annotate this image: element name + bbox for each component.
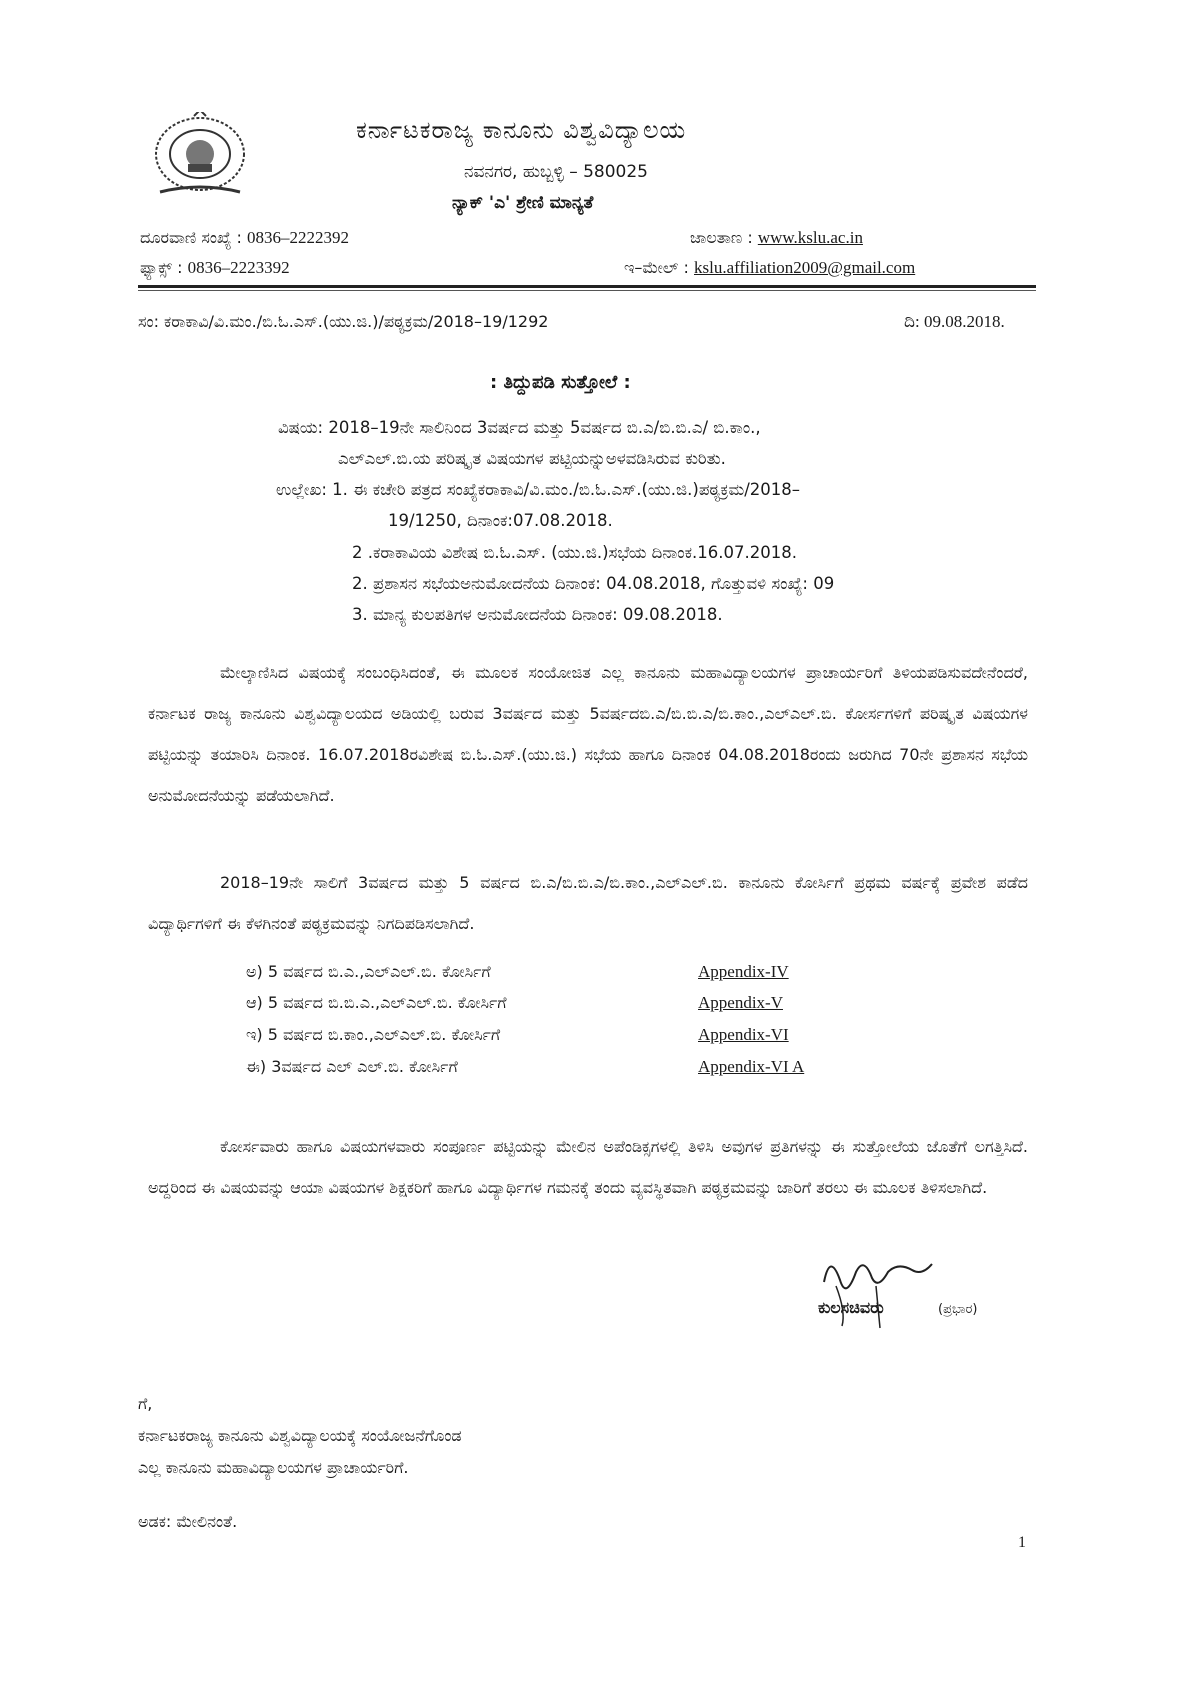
enclosure-note: ಅಡಕ: ಮೇಲಿನಂತೆ. <box>138 1512 238 1531</box>
page-number: 1 <box>1018 1534 1026 1551</box>
fax-number: 0836–2223392 <box>187 258 290 277</box>
body-paragraph-3 <box>148 1126 1028 1208</box>
appendix-item-3-label: ಇ) 5 ವರ್ಷದ ಬಿ.ಕಾಂ.,ಎಲ್ಎಲ್.ಬಿ. ಕೋರ್ಸಿಗೆ <box>246 1025 501 1044</box>
website-label: ಜಾಲತಾಣ : <box>690 228 753 247</box>
paragraph-2-text: 2018–19ನೇ ಸಾಲಿಗೆ 3ವರ್ಷದ ಮತ್ತು 5 ವರ್ಷದ ಬಿ.ಎ/ಬಿ.ಬಿ.ಎ/ಬಿ.ಕಾಂ.,ಎಲ್ಎಲ್.ಬಿ. ಕಾನೂನು ಕೋರ್ಸಿಗೆ ಪ್ರಥಮ ವರ್ಷಕ್ಕೆ ಪ್ರವೇಶ ಪಡೆದ ವಿದ್ಯಾರ್ಥಿಗಳಿಗೆ ಈ ಕೆಳಗಿನಂತೆ ಪಠ್ಯಕ್ರಮವನ್ನು ನಿಗದಿಪಡಿಸಲಾಗಿದೆ. <box>148 873 1028 933</box>
body-paragraph-1 <box>148 652 1028 816</box>
email-line <box>624 258 915 278</box>
letter-date: ದಿ: 09.08.2018. <box>904 312 1005 331</box>
signatory-title: ಕುಲಸಚಿವರು <box>818 1298 884 1317</box>
header-divider-thin <box>138 290 1036 291</box>
reference-4: 3. ಮಾನ್ಯ ಕುಲಪತಿಗಳ ಅನುಮೋದನೆಯ ದಿನಾಂಕ: 09.08.2018. <box>352 605 723 624</box>
email-link[interactable]: kslu.affiliation2009@gmail.com <box>694 258 916 277</box>
website-link[interactable]: www.kslu.ac.in <box>757 228 863 247</box>
appendix-item-2-link[interactable]: Appendix-V <box>698 993 783 1012</box>
recipient-to: ಗೆ, <box>138 1394 153 1413</box>
body-paragraph-2 <box>148 862 1028 944</box>
reference-1-cont: 19/1250, ದಿನಾಂಕ:07.08.2018. <box>388 511 613 530</box>
appendix-item-4-label: ಈ) 3ವರ್ಷದ ಎಲ್ ಎಲ್.ಬಿ. ಕೋರ್ಸಿಗೆ <box>246 1057 458 1076</box>
registrar-signature <box>816 1242 936 1332</box>
signatory-note: (ಪ್ರಭಾರ) <box>938 1302 978 1317</box>
header-divider <box>138 285 1036 288</box>
university-seal-icon <box>150 112 250 200</box>
appendix-item-2-label: ಆ) 5 ವರ್ಷದ ಬಿ.ಬಿ.ಎ.,ಎಲ್ಎಲ್.ಬಿ. ಕೋರ್ಸಿಗೆ <box>246 993 507 1012</box>
phone-line <box>140 228 349 248</box>
fax-label: ಫ್ಯಾಕ್ಸ್ : <box>140 258 183 277</box>
fax-line <box>140 258 290 278</box>
university-name: ಕರ್ನಾಟಕರಾಜ್ಯ ಕಾನೂನು ವಿಶ್ವವಿದ್ಯಾಲಯ <box>356 116 687 144</box>
appendix-item-3-link[interactable]: Appendix-VI <box>698 1025 789 1044</box>
circular-heading: : ತಿದ್ದುಪಡಿ ಸುತ್ತೋಲೆ : <box>490 372 631 393</box>
appendix-item-1-label: ಅ) 5 ವರ್ಷದ ಬಿ.ಎ.,ಎಲ್ಎಲ್.ಬಿ. ಕೋರ್ಸಿಗೆ <box>246 962 491 981</box>
recipient-line-2: ಎಲ್ಲ ಕಾನೂನು ಮಹಾವಿದ್ಯಾಲಯಗಳ ಪ್ರಾಚಾರ್ಯರಿಗೆ. <box>138 1458 409 1477</box>
paragraph-1-text: ಮೇಲ್ಕಾಣಿಸಿದ ವಿಷಯಕ್ಕೆ ಸಂಬಂಧಿಸಿದಂತೆ, ಈ ಮೂಲಕ ಸಂಯೋಜಿತ ಎಲ್ಲ ಕಾನೂನು ಮಹಾವಿದ್ಯಾಲಯಗಳ ಪ್ರಾಚಾರ್ಯರಿಗೆ ತಿಳಿಯಪಡಿಸುವದೇನೆಂದರೆ, ಕರ್ನಾಟಕ ರಾಜ್ಯ ಕಾನೂನು ವಿಶ್ವವಿದ್ಯಾಲಯದ ಅಡಿಯಲ್ಲಿ ಬರುವ 3ವರ್ಷದ ಮತ್ತು 5ವರ್ಷದಬಿ.ಎ/ಬಿ.ಬಿ.ಎ/ಬಿ.ಕಾಂ.,ಎಲ್ಎಲ್.ಬಿ. ಕೋರ್ಸಗಳಿಗೆ ಪರಿಷ್ಕೃತ ವಿಷಯಗಳ ಪಟ್ಟಿಯನ್ನು ತಯಾರಿಸಿ ದಿನಾಂಕ. 16.07.2018ರವಿಶೇಷ ಬಿ.ಓ.ಎಸ್.(ಯು.ಜಿ.) ಸಭೆಯ ಹಾಗೂ ದಿನಾಂಕ 04.08.2018ರಂದು ಜರುಗಿದ 70ನೇ ಪ್ರಶಾಸನ ಸಭೆಯ ಅನುಮೋದನೆಯನ್ನು ಪಡೆಯಲಾಗಿದೆ. <box>148 663 1028 805</box>
appendix-item-4-link[interactable]: Appendix-VI A <box>698 1057 805 1076</box>
phone-number: 0836–2222392 <box>247 228 349 247</box>
reference-3: 2. ಪ್ರಶಾಸನ ಸಭೆಯಅನುಮೋದನೆಯ ದಿನಾಂಕ: 04.08.2018, ಗೊತ್ತುವಳಿ ಸಂಖ್ಯೆ: 09 <box>352 574 835 593</box>
paragraph-3-text: ಕೋರ್ಸವಾರು ಹಾಗೂ ವಿಷಯಗಳವಾರು ಸಂಪೂರ್ಣ ಪಟ್ಟಿಯನ್ನು ಮೇಲಿನ ಅಪೆಂಡಿಕ್ಸಗಳಲ್ಲಿ ತಿಳಿಸಿ ಅವುಗಳ ಪ್ರತಿಗಳನ್ನು ಈ ಸುತ್ತೋಲೆಯ ಜೊತೆಗೆ ಲಗತ್ತಿಸಿದೆ. ಅದ್ದರಿಂದ ಈ ವಿಷಯವನ್ನು ಆಯಾ ವಿಷಯಗಳ ಶಿಕ್ಷಕರಿಗೆ ಹಾಗೂ ವಿದ್ಯಾರ್ಥಿಗಳ ಗಮನಕ್ಕೆ ತಂದು ವ್ಯವಸ್ಥಿತವಾಗಿ ಪಠ್ಯಕ್ರಮವನ್ನು ಜಾರಿಗೆ ತರಲು ಈ ಮೂಲಕ ತಿಳಿಸಲಾಗಿದೆ. <box>148 1137 1028 1197</box>
phone-label: ದೂರವಾಣಿ ಸಂಖ್ಯೆ : <box>140 228 242 247</box>
website-line <box>690 228 863 248</box>
subject-line-1: ವಿಷಯ: 2018–19ನೇ ಸಾಲಿನಿಂದ 3ವರ್ಷದ ಮತ್ತು 5ವರ್ಷದ ಬಿ.ಎ/ಬಿ.ಬಿ.ಎ/ ಬಿ.ಕಾಂ., <box>278 418 761 437</box>
accreditation-grade: ನ್ಯಾಕ್ 'ಎ' ಶ್ರೇಣಿ ಮಾನ್ಯತೆ <box>452 193 594 213</box>
email-label: ಇ–ಮೇಲ್ : <box>624 258 689 277</box>
appendix-item-1-link[interactable]: Appendix-IV <box>698 962 789 981</box>
reference-2: 2 .ಕರಾಕಾವಿಯ ವಿಶೇಷ ಬಿ.ಓ.ಎಸ್. (ಯು.ಜಿ.)ಸಭೆಯ ದಿನಾಂಕ.16.07.2018. <box>352 543 797 562</box>
subject-line-2: ಎಲ್ಎಲ್.ಬಿ.ಯ ಪರಿಷ್ಕೃತ ವಿಷಯಗಳ ಪಟ್ಟಿಯನ್ನುಅಳವಡಿಸಿರುವ ಕುರಿತು. <box>338 449 726 468</box>
reference-1: ಉಲ್ಲೇಖ: 1. ಈ ಕಚೇರಿ ಪತ್ರದ ಸಂಖ್ಯೆಕರಾಕಾವಿ/ವಿ.ಮಂ./ಬಿ.ಓ.ಎಸ್.(ಯು.ಜಿ.)ಪಠ್ಯಕ್ರಮ/2018– <box>276 480 801 499</box>
reference-number: ಸಂ: ಕರಾಕಾವಿ/ವಿ.ಮಂ./ಬಿ.ಓ.ಎಸ್.(ಯು.ಜಿ.)/ಪಠ್ಯಕ್ರಮ/2018–19/1292 <box>138 312 549 331</box>
recipient-line-1: ಕರ್ನಾಟಕರಾಜ್ಯ ಕಾನೂನು ವಿಶ್ವವಿದ್ಯಾಲಯಕ್ಕೆ ಸಂಯೋಜನೆಗೊಂಡ <box>138 1426 462 1445</box>
university-address: ನವನಗರ, ಹುಬ್ಬಳ್ಳಿ – 580025 <box>464 162 648 182</box>
